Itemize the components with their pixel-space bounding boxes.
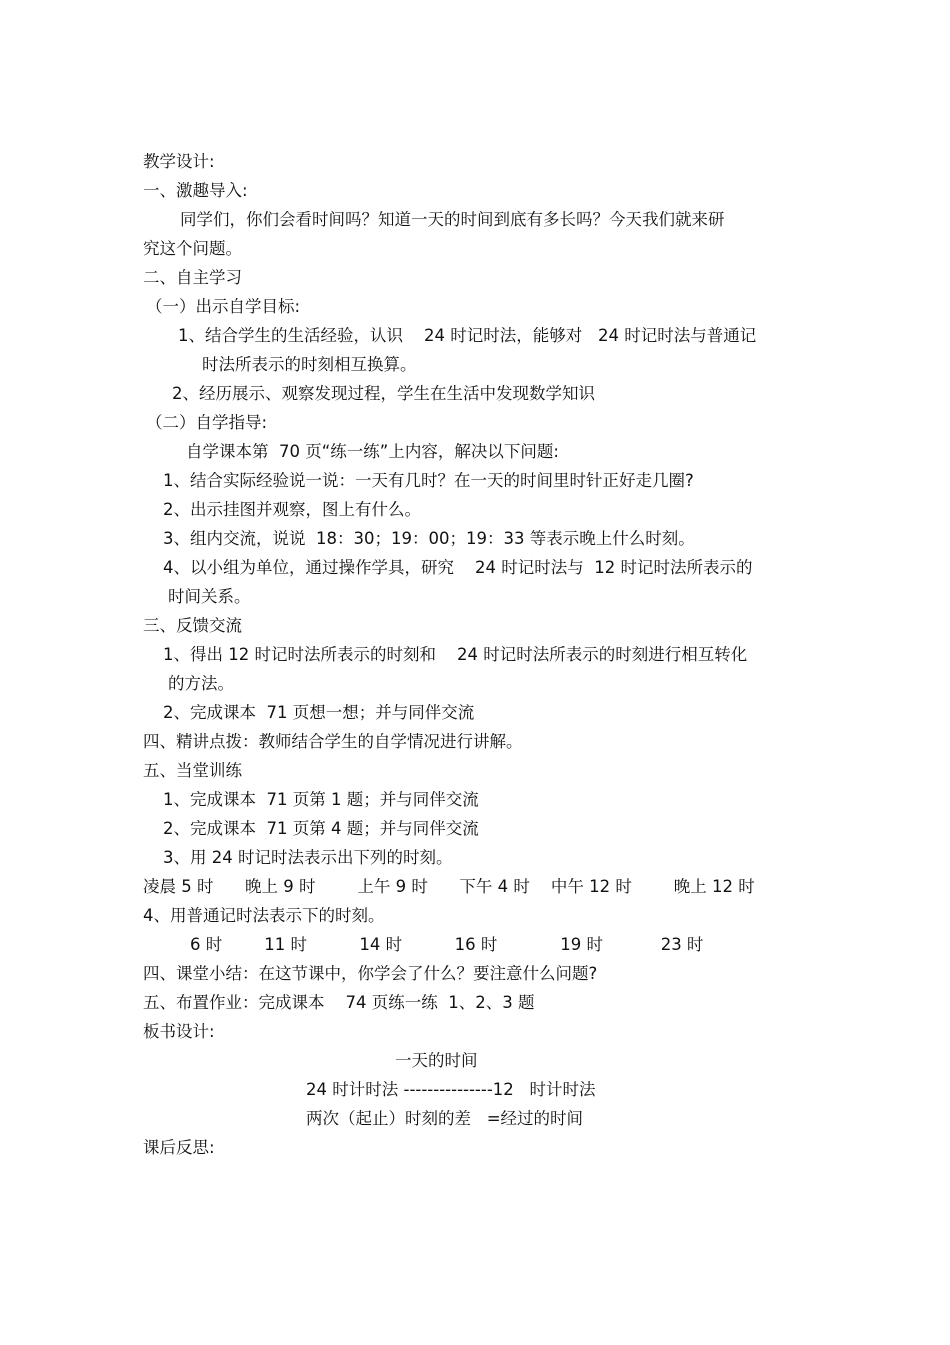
- paragraph-line: 究这个问题。: [143, 239, 242, 258]
- section-5-heading: 五、当堂训练: [143, 761, 242, 780]
- list-item: 4、以小组为单位，通过操作学具，研究 24 时记时法与 12 时记时法所表示的: [163, 558, 753, 577]
- list-item: 3、用 24 时记时法表示出下列的时刻。: [163, 848, 453, 867]
- section-1-heading: 一、激趣导入:: [143, 181, 248, 200]
- subsection-heading: （二）自学指导:: [146, 413, 268, 432]
- subsection-heading: （一）出示自学目标:: [146, 297, 301, 316]
- section-4-heading: 四、精讲点拨：教师结合学生的自学情况进行讲解。: [143, 732, 523, 751]
- board-title: 一天的时间: [395, 1051, 478, 1070]
- list-item: 1、结合学生的生活经验，认识 24 时记时法，能够对 24 时记时法与普通记: [178, 326, 757, 345]
- paragraph-line: 自学课本第 70 页“练一练”上内容，解决以下问题:: [186, 442, 559, 461]
- list-item: 4、用普通记时法表示下的时刻。: [143, 906, 385, 925]
- reflection-heading: 课后反思:: [143, 1138, 215, 1157]
- section-2-heading: 二、自主学习: [143, 268, 242, 287]
- list-item: 2、完成课本 71 页第 4 题；并与同伴交流: [163, 819, 479, 838]
- list-item: 1、完成课本 71 页第 1 题；并与同伴交流: [163, 790, 479, 809]
- list-item: 1、得出 12 时记时法所表示的时刻和 24 时记时法所表示的时刻进行相互转化: [163, 645, 748, 664]
- list-item: 1、结合实际经验说一说：一天有几时？在一天的时间里时针正好走几圈?: [163, 471, 694, 490]
- paragraph-line: 同学们，你们会看时间吗？知道一天的时间到底有多长吗？今天我们就来研: [180, 210, 725, 229]
- exercise-times-row: 6 时 11 时 14 时 16 时 19 时 23 时: [190, 935, 704, 954]
- exercise-times-row: 凌晨 5 时 晚上 9 时 上午 9 时 下午 4 时 中午 12 时 晚上 12 时: [143, 877, 755, 896]
- board-line: 两次（起止）时刻的差 =经过的时间: [306, 1109, 584, 1128]
- section-3-heading: 三、反馈交流: [143, 616, 242, 635]
- list-item: 2、经历展示、观察发现过程，学生在生活中发现数学知识: [172, 384, 595, 403]
- list-item: 2、完成课本 71 页想一想；并与同伴交流: [163, 703, 475, 722]
- list-item-continuation: 的方法。: [168, 674, 234, 693]
- section-homework: 五、布置作业：完成课本 74 页练一练 1、2、3 题: [143, 993, 535, 1012]
- list-item-continuation: 时法所表示的时刻相互换算。: [202, 355, 417, 374]
- section-summary: 四、课堂小结：在这节课中，你学会了什么？要注意什么问题?: [143, 964, 598, 983]
- list-item: 2、出示挂图并观察，图上有什么。: [163, 500, 421, 519]
- board-design-heading: 板书设计:: [143, 1022, 215, 1041]
- heading-teaching-design: 教学设计:: [143, 152, 215, 171]
- list-item: 3、组内交流，说说 18：30；19：00；19：33 等表示晚上什么时刻。: [163, 529, 695, 548]
- board-line: 24 时计时法 ---------------12 时计时法: [306, 1080, 596, 1099]
- list-item-continuation: 时间关系。: [168, 587, 251, 606]
